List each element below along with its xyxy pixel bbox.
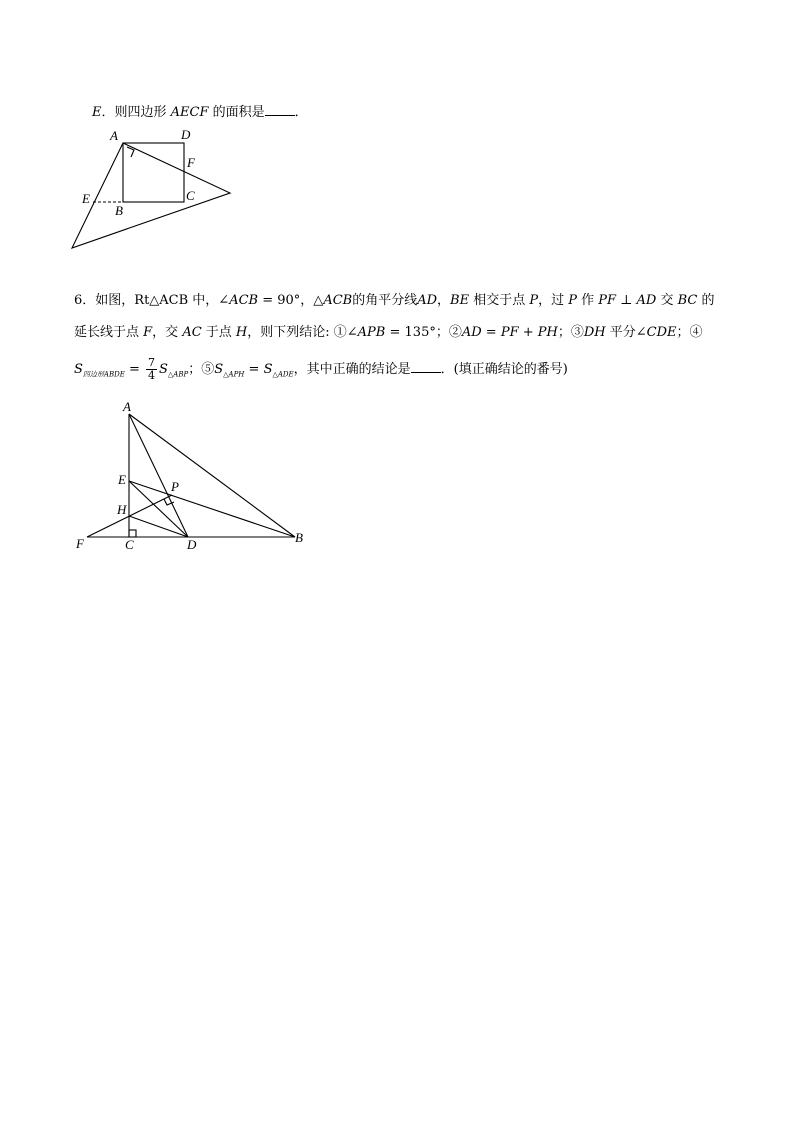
q6-text: ，交	[152, 325, 183, 340]
q6-text: ，	[437, 293, 451, 308]
q6-text: 延长线于点	[74, 325, 144, 340]
q6-text: 交	[656, 293, 678, 308]
q6-math: P	[529, 293, 539, 308]
q6-text: 作	[577, 293, 599, 308]
q6-text: 于点	[201, 325, 236, 340]
q5-label-a: A	[110, 128, 118, 143]
q6-segment-ab	[129, 414, 295, 537]
q5-label-f: F	[187, 155, 195, 170]
q6-label-b: B	[295, 530, 303, 545]
q6-text: ，其中正确的结论是	[293, 362, 411, 377]
q5-quad-name: AECF	[170, 105, 209, 120]
q6-math: S	[159, 362, 168, 377]
q6-math: S	[74, 362, 83, 377]
q6-text: =	[124, 362, 144, 377]
q6-math: AD	[417, 293, 438, 308]
q6-segment-ed	[129, 481, 188, 537]
q6-label-p: P	[171, 479, 179, 494]
q6-math: AD = PF + PH	[461, 325, 558, 340]
q6-text: 相交于点	[469, 293, 530, 308]
q6-label-e: E	[118, 472, 126, 487]
q5-label-b: B	[115, 203, 123, 218]
q5-label-e: E	[82, 191, 90, 206]
q6-text: 平分∠	[605, 325, 647, 340]
q6-number: 6．	[74, 293, 96, 308]
q5-label-d: D	[181, 127, 191, 142]
q6-subscript: △APH	[223, 370, 245, 379]
q6-math: CDE	[646, 325, 677, 340]
q5-tail-period: ．	[294, 105, 308, 120]
q6-math: ACB	[323, 293, 353, 308]
q6-text: ，过	[538, 293, 569, 308]
q6-text: 的角平分线	[352, 293, 418, 308]
q6-math: BC	[677, 293, 698, 308]
q6-text: 的	[697, 293, 715, 308]
q6-subscript: 四边形ABDE	[82, 370, 125, 379]
q6-math: S	[214, 362, 224, 377]
q6-fraction-numerator: 7	[148, 356, 155, 369]
q6-math: F	[143, 325, 153, 340]
q6-math: ACB	[229, 293, 259, 308]
q6-text: ⊥	[616, 293, 637, 308]
q6-math: APB	[357, 325, 386, 340]
q5-label-c: C	[186, 188, 195, 203]
q6-math: AD	[636, 293, 657, 308]
q5-tail-text: ．则四边形	[101, 105, 171, 120]
q6-subscript: △ABP	[167, 370, 189, 379]
q6-right-angle-c	[129, 530, 136, 537]
q6-segment-eb	[129, 481, 295, 537]
q6-math: H	[235, 325, 248, 340]
q6-segment-ad	[129, 414, 188, 537]
q6-label-d: D	[187, 537, 197, 552]
q6-label-f: F	[76, 536, 84, 551]
q6-math: DH	[583, 325, 606, 340]
q6-math: AC	[182, 325, 202, 340]
q6-label-c: C	[125, 537, 134, 552]
q6-text: ；③	[557, 325, 584, 340]
q5-tail-end: 的面积是	[208, 105, 265, 120]
q6-math: PF	[598, 293, 617, 308]
q6-text: = 90°，△	[258, 293, 324, 308]
q6-text: ；⑤	[188, 362, 215, 377]
q6-math: P	[568, 293, 577, 308]
q6-math: S	[263, 362, 273, 377]
q6-subscript: △ADE	[272, 370, 294, 379]
q6-text: = 135°；②	[385, 325, 462, 340]
q6-label-h: H	[117, 502, 127, 517]
q6-text: ．(填正确结论的番号)	[440, 362, 568, 377]
q6-fraction-denominator: 4	[148, 369, 155, 382]
q6-text: =	[244, 362, 264, 377]
q6-text: ，则下列结论: ①∠	[247, 325, 358, 340]
q6-math: BE	[450, 293, 470, 308]
q6-text: 如图，Rt△ACB 中，∠	[95, 293, 230, 308]
q6-label-a: A	[123, 399, 131, 414]
q5-point-e: E	[92, 105, 102, 120]
q6-text: ；④	[676, 325, 703, 340]
